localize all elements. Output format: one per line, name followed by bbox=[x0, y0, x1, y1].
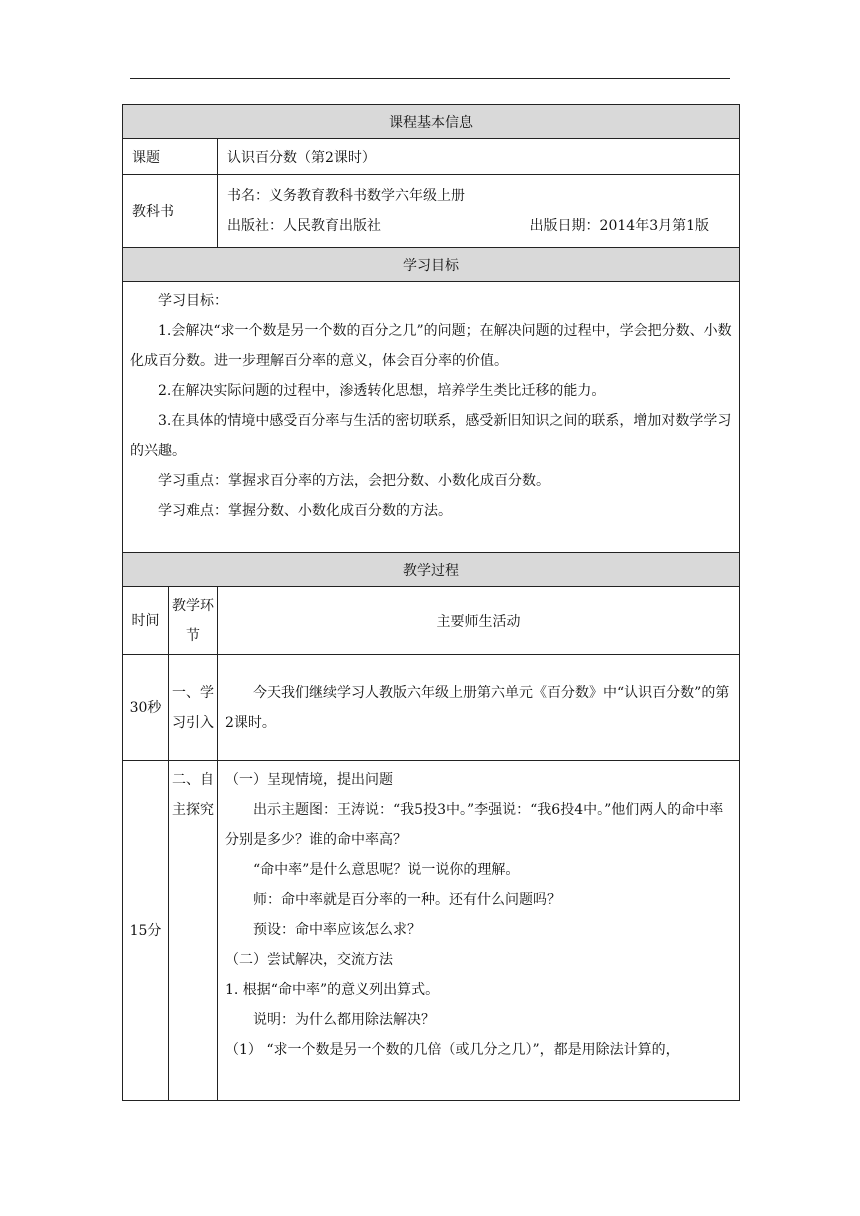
activity-line: 预设：命中率应该怎么求？ bbox=[253, 922, 421, 938]
publisher-row bbox=[227, 211, 739, 241]
row-stage: 一、学习引入 bbox=[169, 655, 218, 761]
col-time-header: 时间 bbox=[123, 587, 169, 655]
objectives-body bbox=[123, 282, 740, 553]
lesson-table bbox=[122, 104, 740, 1101]
objectives-line: 1.会解决“求一个数是另一个数的百分之几”的问题；在解决问题的过程中，学会把分数、小数化成百分数。进一步理解百分率的意义，体会百分率的价值。 bbox=[130, 323, 732, 369]
process-header: 教学过程 bbox=[123, 553, 740, 587]
activity-line: （二）尝试解决，交流方法 bbox=[225, 952, 393, 968]
basic-info-header: 课程基本信息 bbox=[123, 105, 740, 139]
book-name: 书名：义务教育教科书数学六年级上册 bbox=[227, 188, 465, 204]
activity-line: （一）呈现情境，提出问题 bbox=[225, 772, 393, 788]
activity-line: 师：命中率就是百分率的一种。还有什么问题吗？ bbox=[253, 892, 561, 908]
topic-value: 认识百分数（第2课时） bbox=[218, 139, 740, 175]
objectives-line: 3.在具体的情境中感受百分率与生活的密切联系，感受新旧知识之间的联系，增加对数学学习的兴趣。 bbox=[130, 413, 732, 459]
objectives-header: 学习目标 bbox=[123, 248, 740, 282]
activity-line: 说明：为什么都用除法解决？ bbox=[253, 1012, 435, 1028]
publish-date: 出版日期：2014年3月第1版 bbox=[529, 218, 710, 234]
publisher: 出版社：人民教育出版社 bbox=[227, 218, 381, 234]
row-stage: 二、自主探究 bbox=[169, 761, 218, 1101]
textbook-info bbox=[218, 175, 740, 248]
objectives-line: 2.在解决实际问题的过程中，渗透转化思想，培养学生类比迁移的能力。 bbox=[158, 383, 606, 399]
activity-line: （1） “求一个数是另一个数的几倍（或几分之几）”，都是用除法计算的， bbox=[225, 1042, 680, 1058]
activity-line: “命中率”是什么意思呢？说一说你的理解。 bbox=[253, 862, 520, 878]
activity-line: 今天我们继续学习人教版六年级上册第六单元《百分数》中“认识百分数”的第2课时。 bbox=[225, 684, 730, 731]
activity-line: 出示主题图：王涛说：“我5投3中。”李强说：“我6投4中。”他们两人的命中率分别是多少？谁的命中率高？ bbox=[225, 802, 724, 848]
row-time: 15分 bbox=[123, 761, 169, 1101]
textbook-label: 教科书 bbox=[123, 175, 218, 248]
col-activity-header: 主要师生活动 bbox=[218, 587, 740, 655]
topic-label: 课题 bbox=[123, 139, 218, 175]
row-time: 30秒 bbox=[123, 655, 169, 761]
objectives-line: 学习难点：掌握分数、小数化成百分数的方法。 bbox=[158, 503, 452, 519]
row-activity bbox=[218, 761, 740, 1101]
objectives-line: 学习目标： bbox=[158, 293, 228, 309]
row-activity bbox=[218, 655, 740, 761]
objectives-line: 学习重点：掌握求百分率的方法，会把分数、小数化成百分数。 bbox=[158, 473, 550, 489]
col-stage-header: 教学环节 bbox=[169, 587, 218, 655]
header-rule bbox=[130, 78, 730, 79]
activity-line: 1. 根据“命中率”的意义列出算式。 bbox=[225, 982, 440, 998]
